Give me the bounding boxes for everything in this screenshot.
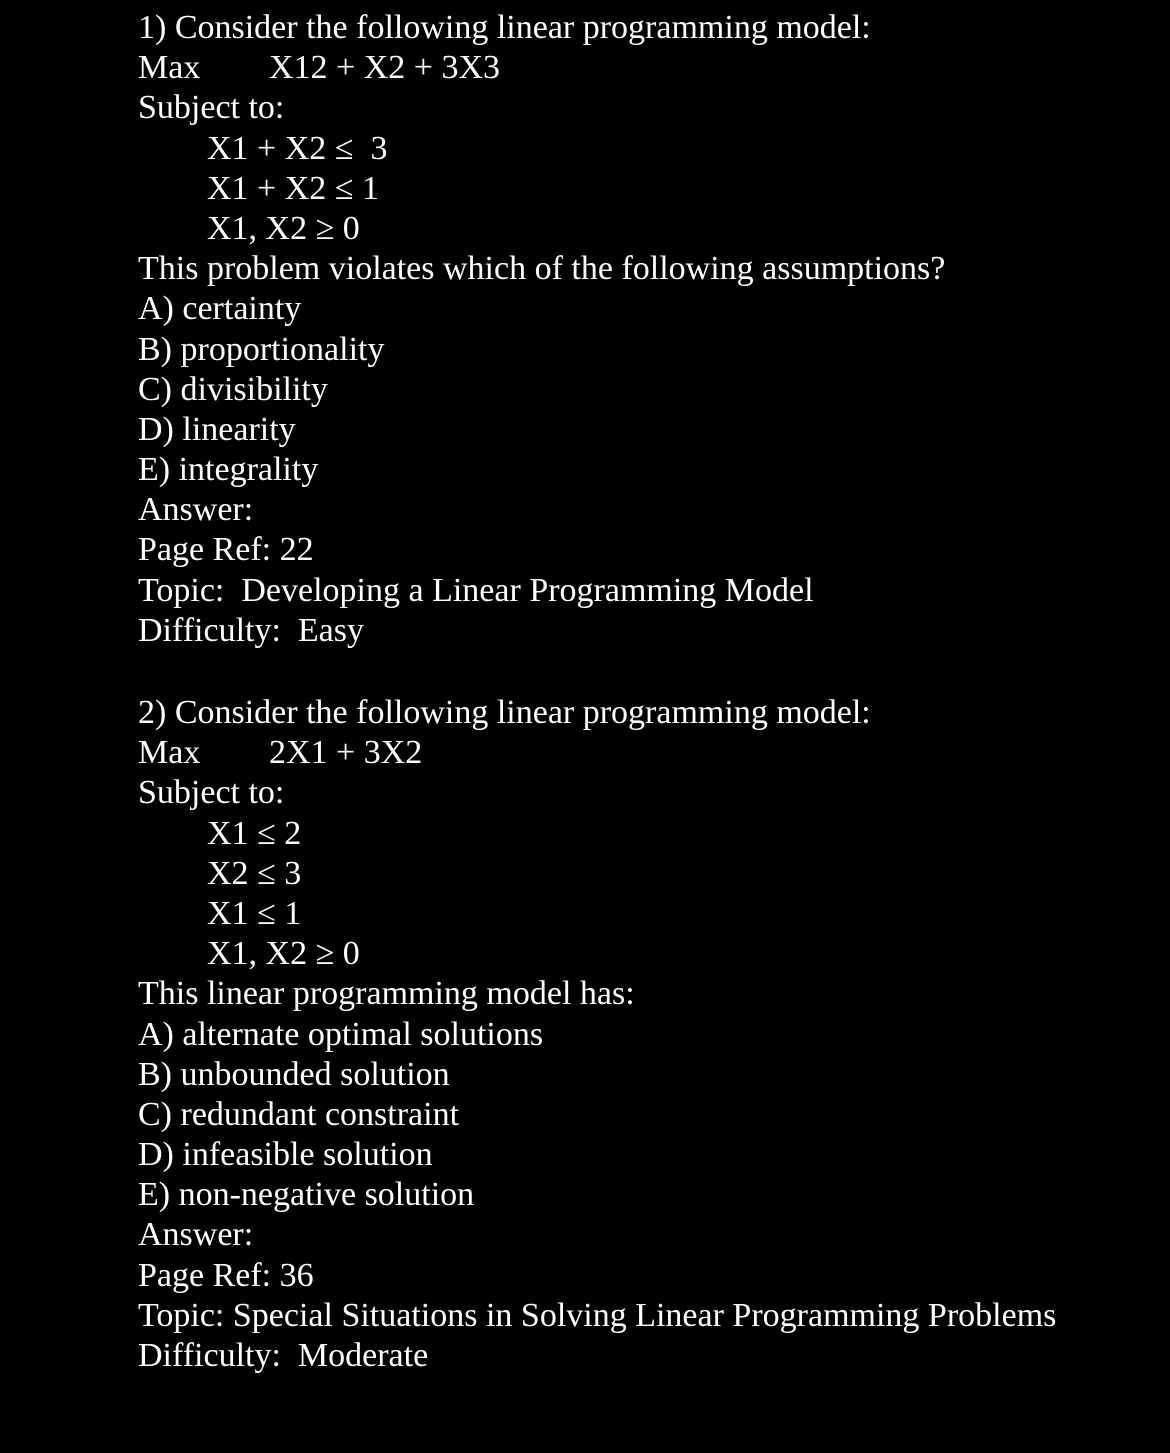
question-1 (138, 8, 1148, 651)
subject-to-label: Subject to: (138, 774, 285, 812)
constraint: X2 ≤ 3 (207, 854, 302, 892)
question-2 (138, 693, 1148, 1376)
objective-row (138, 48, 1148, 88)
answer-option: E) non-negative solution (138, 1176, 475, 1214)
question-header: 2) Consider the following linear programming model: (138, 694, 871, 731)
constraint: X1 + X2 ≤ 1 (207, 169, 379, 207)
answer-option: A) alternate optimal solutions (138, 1015, 544, 1053)
max-label: Max (138, 734, 201, 772)
objective-function: X12 + X2 + 3X3 (269, 49, 501, 87)
topic: Topic: Developing a Linear Programming Model (138, 571, 814, 609)
answer-option: D) linearity (138, 410, 296, 448)
answer-option: C) redundant constraint (138, 1095, 460, 1133)
answer-option: E) integrality (138, 451, 319, 489)
topic: Topic: Special Situations in Solving Linear Programming Problems (138, 1296, 1057, 1334)
answer-option: D) infeasible solution (138, 1136, 433, 1174)
question-prompt: This linear programming model has: (138, 975, 635, 1013)
constraint: X1, X2 ≥ 0 (207, 209, 360, 247)
answer-option: C) divisibility (138, 370, 328, 408)
subject-to-label: Subject to: (138, 89, 285, 127)
constraint: X1 + X2 ≤ 3 (207, 129, 388, 167)
page-ref: Page Ref: 22 (138, 531, 314, 569)
difficulty: Difficulty: Easy (138, 611, 364, 649)
answer-option: B) proportionality (138, 330, 385, 368)
constraint: X1 ≤ 1 (207, 894, 302, 932)
constraint: X1, X2 ≥ 0 (207, 935, 360, 973)
question-prompt: This problem violates which of the following assumptions? (138, 250, 946, 288)
document (138, 8, 1148, 1376)
question-header: 1) Consider the following linear programming model: (138, 9, 871, 46)
constraint: X1 ≤ 2 (207, 814, 302, 852)
answer-option: A) certainty (138, 290, 302, 328)
objective-row (138, 733, 1148, 773)
answer-label: Answer: (138, 1216, 254, 1254)
answer-option: B) unbounded solution (138, 1055, 450, 1093)
max-label: Max (138, 49, 201, 87)
answer-label: Answer: (138, 491, 254, 529)
page-ref: Page Ref: 36 (138, 1256, 314, 1294)
difficulty: Difficulty: Moderate (138, 1337, 429, 1375)
question-spacer (138, 651, 1148, 693)
objective-function: 2X1 + 3X2 (269, 734, 423, 772)
